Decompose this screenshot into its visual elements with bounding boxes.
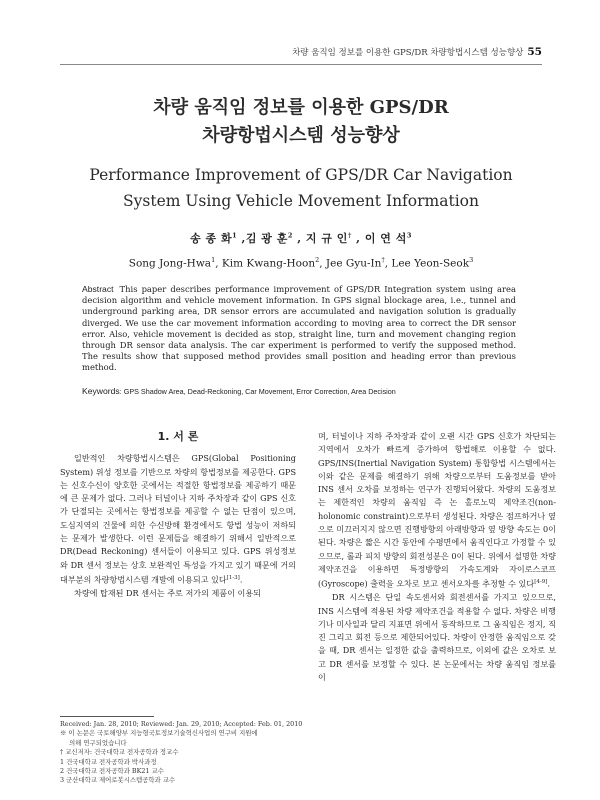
keywords-label: Keywords [82, 386, 120, 396]
author-ko-name: 지 규 인 [305, 232, 348, 245]
author-en-mark: 3 [469, 256, 474, 264]
abstract [82, 284, 516, 374]
authors-korean: 송 종 화$^1$ ,김 광 훈$^2$ , 지 규 인† , 이 연 석$^3$ [190, 231, 412, 245]
author-ko-mark: 2 [287, 231, 293, 240]
body-paragraph: 차량에 탑재된 DR 센서는 주로 저가의 제품이 이용되 [74, 587, 261, 598]
author-en-name: Song Jong-Hwa [128, 257, 212, 270]
body-paragraph: 일반적인 차량항법시스템은 GPS(Global Positioning System) 위성 정보를 기반으로 차량의 항법정보를 제공한다. GPS는 신호수신이 양호한 곳에서는 적절한 항법정보를 제공하기 때문에 큰 문제가 없다. 그러나 터널이나 지하 주차장과 같이 GPS 신호가 단절되는 곳에서는 항법정보를 제공할 수 없는 단점이 있으며, 도심지역의 건물에 의한 수신방해 환경에서도 항법 성능이 저하되는 문제가 발생한다. 이런 문제들을 해결하기 위해서 일반적으로 DR(Dead Reckoning) 센서들이 이용되고 있다. GPS 위성정보와 DR 센서 정보는 상호 보완적인 특성을 가지고 있기 때문에 거의 대부분의 차량항법시스템 개발에 이용되고 있다[1-3]. [60, 453, 296, 585]
author-ko-mark: † [347, 231, 352, 240]
abstract-label: Abstract [82, 284, 114, 294]
author-en-name: Jee Gyu-In [325, 257, 382, 270]
authors-english: Song Jong-Hwa$^1$, Kim Kwang-Hoon$^2$, Jee Gyu-In†, Lee Yeon-Seok$^3$ [128, 256, 474, 270]
running-header [292, 46, 542, 58]
citation: [4-9] [534, 579, 548, 586]
footnotes [60, 720, 303, 786]
english-title-line-1: Performance Improvement of GPS/DR Car Navigation [89, 166, 513, 184]
author-en-mark: 2 [315, 256, 320, 264]
section-title: 1. 서 론 [157, 430, 199, 443]
footnote-rule [60, 716, 154, 717]
author-ko-mark: 1 [232, 231, 238, 240]
abstract-text: This paper describes performance improvement of GPS/DR Integration system using area decision algorithm and vehicle movement information. In GPS signal blockage area, i.e., tunnel and underground parking area, DR sensor errors are accumulated and navigation solution is gradually diverged. We use the car movement information according to moving area to correct the DR sensor error. Also, vehicle movement is decided as stop, straight line, turn and movement changing region through DR sensor data analysis. The car experiment is performed to verify the supposed method. The results show that supposed method provides small position and heading error than previous method. [82, 284, 516, 373]
body-column-right [318, 430, 556, 684]
page-number: 55 [527, 46, 542, 58]
author-ko-mark: 3 [406, 231, 412, 240]
keywords-text: : GPS Shadow Area, Dead-Reckoning, Car Movement, Error Correction, Area Decision [119, 387, 396, 396]
author-ko-name: 송 종 화 [190, 232, 233, 245]
author-en-mark: 1 [211, 256, 216, 264]
footnote-funding-cont: 의해 연구되었습니다 [69, 738, 127, 747]
footnote-affiliation: 3 군산대학교 제어로봇시스템공학과 교수 [60, 776, 176, 785]
author-ko-name: 김 광 훈 [245, 232, 288, 245]
author-en-name: Lee Yeon-Seok [391, 257, 470, 270]
body-paragraph: 며, 터널이나 지하 주차장과 같이 오랜 시간 GPS 신호가 차단되는 지역에서 오차가 빠르게 증가하여 항법해로 이용할 수 없다. GPS/INS(Inertial Navigation System) 통합항법 시스템에서는 이와 같은 문제를 해결하기 위해 차량으로부터 도움정보를 받아 INS 센서 오차를 보정하는 연구가 진행되어왔다. 차량의 도움정보는 제한적인 차량의 움직임 즉 논 홀로노믹 제약조건(non-holonomic constraint)으로부터 생성된다. 차량은 점프하거나 옆으로 미끄러지지 않으면 진행방향의 아래방향과 옆 방향 속도는 0이 된다. 차량은 짧은 시간 동안에 수평면에서 움직인다고 가정할 수 있으므로, 롤과 피치 방향의 회전성분은 0이 된다. 위에서 설명한 차량 제약조건을 이용하면 특정방향의 가속도계와 자이로스코프(Gyroscope) 출력을 오차로 보고 센서오차를 추정할 수 있다[4-9]. [318, 431, 556, 589]
citation: [1-3] [226, 574, 240, 581]
author-en-mark: † [381, 256, 385, 264]
footnote-corresponding: † 교신저자: 건국대학교 전자공학과 정교수 [60, 748, 179, 757]
author-en-name: Kim Kwang-Hoon [221, 257, 316, 270]
korean-title-line-1: 차량 움직임 정보를 이용한 GPS/DR [153, 97, 449, 118]
body-paragraph: DR 시스템은 단일 속도센서와 회전센서를 가지고 있으므로, INS 시스템에 적용된 차량 제약조건을 적용할 수 없다. 차량은 비행기나 미사일과 달리 지표면 위에서 동작하므로 그 움직임은 정지, 직진 그리고 회전 등으로 제한되어있다. 차량이 안정한 움직임으로 갖을 때, DR 센서는 일정한 값을 출력하므로, 이외에 값은 오차로 보고 DR 센서를 보정할 수 있다. 본 논문에서는 차량 움직임 정보를 이 [318, 592, 556, 683]
body-column-left [60, 430, 296, 600]
keywords [82, 386, 540, 396]
korean-title-line-2: 차량항법시스템 성능향상 [202, 125, 400, 146]
english-title-line-2: System Using Vehicle Movement Information [123, 192, 479, 210]
author-ko-name: 이 연 석 [364, 232, 407, 245]
footnote-affiliation: 2 건국대학교 전자공학과 BK21 교수 [60, 767, 164, 776]
footnote-received: Received: Jan. 28, 2010; Reviewed: Jan. 29, 2010; Accepted: Feb. 01, 2010 [60, 720, 303, 728]
header-rule [60, 64, 542, 65]
footnote-affiliation: 1 건국대학교 전자공학과 박사과정 [60, 757, 157, 766]
running-title: 차량 움직임 정보를 이용한 GPS/DR 차량항법시스템 성능향상 [292, 48, 524, 58]
footnote-funding: ※ 이 논문은 국토해양부 지능형국토정보기술혁신사업의 연구비 지원에 [60, 729, 258, 738]
